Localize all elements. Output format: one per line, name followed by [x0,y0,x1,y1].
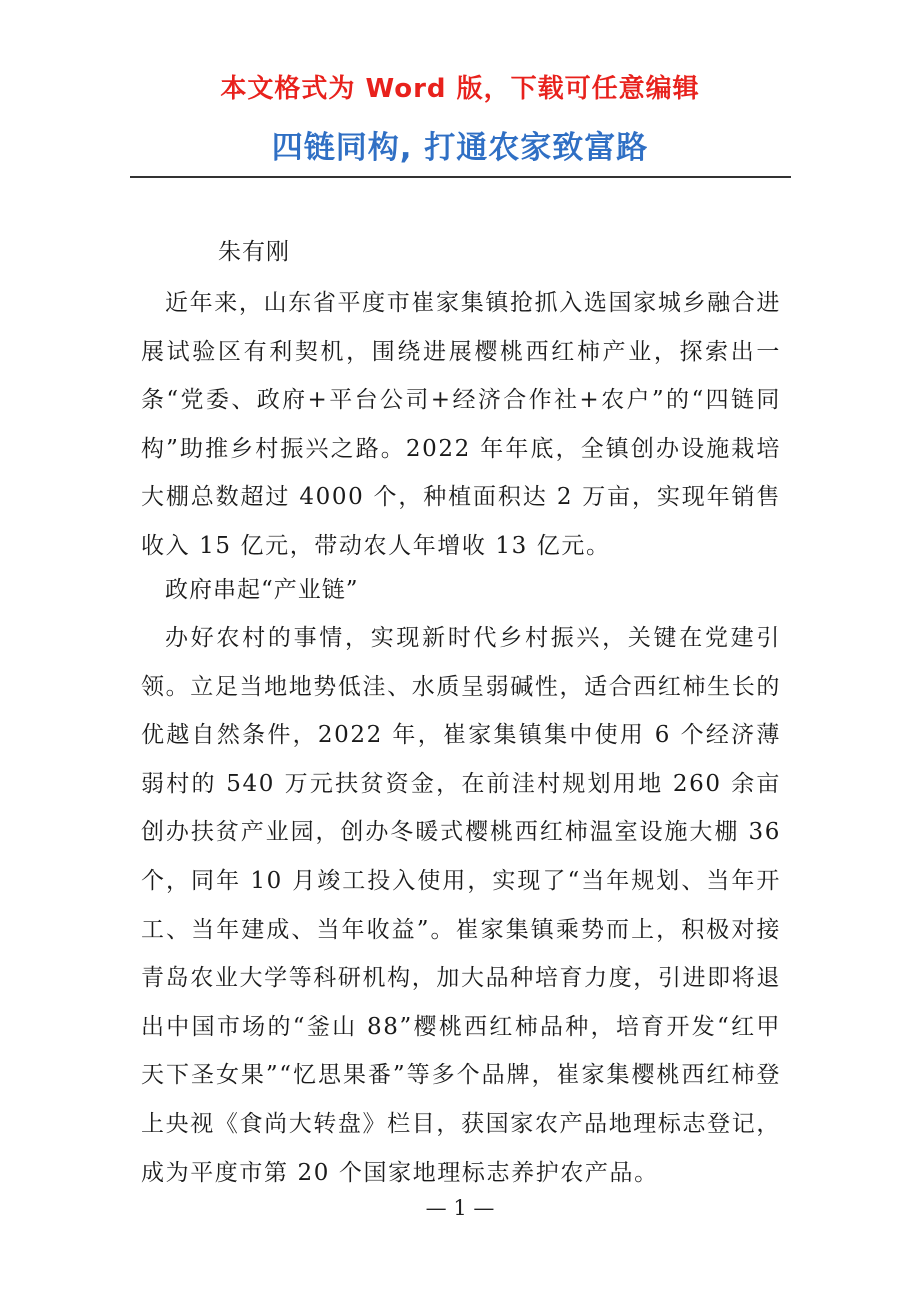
title-divider [130,176,791,178]
page-number: — 1 — [425,1196,495,1220]
paragraph-intro: 近年来，山东省平度市崔家集镇抢抓入选国家城乡融合进展试验区有利契机，围绕进展樱桃西红柿产业，探索出一条“党委、政府+平台公司+经济合作社+农户”的“四链同构”助推乡村振兴之路。2022 年年底，全镇创办设施栽培大棚总数超过 4000 个，种植面积达 2 万亩，实现年销售收入 15 亿元，带动农人年增收 13 亿元。 [141,290,781,559]
author-name: 朱有刚 [218,239,290,265]
format-notice: 本文格式为 Word 版，下载可任意编辑 [220,74,700,104]
article-title: 四链同构, 打通农家致富路 [271,130,649,166]
section-heading: 政府串起“产业链” [165,577,359,603]
paragraph-industry-chain: 办好农村的事情，实现新时代乡村振兴，关键在党建引领。立足当地地势低洼、水质呈弱碱性，适合西红柿生长的优越自然条件，2022 年，崔家集镇集中使用 6 个经济薄弱村的 540 万元扶贫资金，在前洼村规划用地 260 余亩创办扶贫产业园，创办冬暖式樱桃西红柿温室设施大棚 36 个，同年 10 月竣工投入使用，实现了“当年规划、当年开工、当年建成、当年收益”。崔家集镇乘势而上，积极对接青岛农业大学等科研机构，加大品种培育力度，引进即将退出中国市场的“釜山 88”樱桃西红柿品种，培育开发“红甲天下圣女果”“忆思果番”等多个品牌，崔家集樱桃西红柿登上央视《食尚大转盘》栏目，获国家农产品地理标志登记，成为平度市第 20 个国家地理标志养护农产品。 [141,625,781,1186]
